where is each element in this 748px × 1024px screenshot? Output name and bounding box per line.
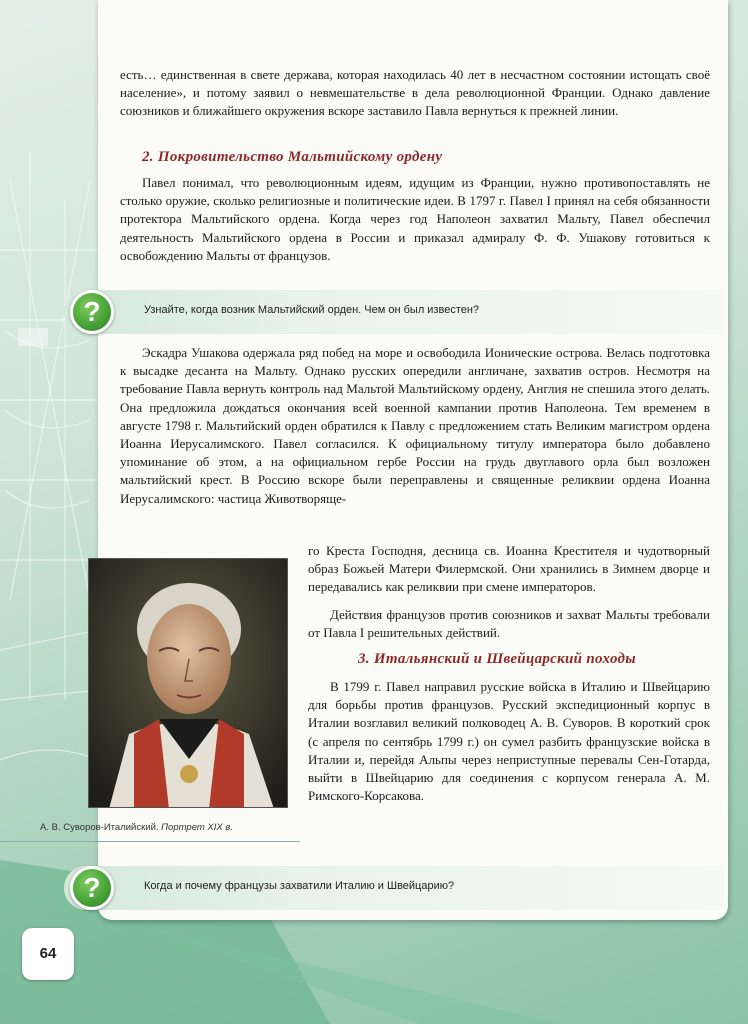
question-band-2	[64, 866, 724, 910]
body-paragraph-maltese: Эскадра Ушакова одержала ряд побед на море и освободила Ионические острова. Велась подготовка к высадке десанта на Мальту. Однако русских опередили англичане, захватив остров. Несмотря на требование Павла вернуть контроль над Мальтой Мальтийскому ордену, Англия не спешила этого делать. Она предложила дождаться окончания всей военной кампании против Наполеона. Тем временем в августе 1798 г. Мальтийский орден обратился к Павлу с предложением стать Великим магистром ордена Иоанна Иерусалимского. Павел согласился. К официальному титулу императора было добавлено упоминание об этом, а на официальном гербе России на грудь двуглавого орла был возложен мальтийский крест. В Россию вскоре были переправлены и священные реликвии ордена Иоанна Иерусалимского: частица Животворяще-	[120, 345, 710, 506]
section-3-paragraph: В 1799 г. Павел направил русские войска в Италию и Швейцарию для борьбы против французов. Русский экспедиционный корпус в Италии возглавил великий полководец А. В. Суворов. В короткий срок (с апреля по сентябрь 1799 г.) он сумел разбить французские войска в Италии и, перейдя Альпы через неприступные перевалы Сен-Готарда, выйти в Швейцарию для соединения с корпусом генерала А. М. Римского-Корсакова.	[308, 679, 710, 804]
section-2-paragraph: Павел понимал, что революционным идеям, идущим из Франции, нужно противопоставлять не столько оружие, сколько религиозные и политические идеи. В 1797 г. Павел I принял на себя обязанности протектора Мальтийского ордена. Когда через год Наполеон захватил Мальту, Павел обеспечил деятельность Мальтийского ордена в России и приказал адмиралу Ф. Ф. Ушакову готовиться к освобождению Мальты от французов.	[120, 175, 710, 263]
question-band-1	[64, 290, 724, 334]
portrait-caption	[40, 822, 300, 833]
caption-name: А. В. Суворов-Италийский.	[40, 822, 159, 833]
question-icon: ?	[70, 290, 114, 334]
suvorov-portrait	[88, 558, 288, 808]
body-paragraph-actions: Действия французов против союзников и захват Мальты требовали от Павла I решительных действий.	[308, 607, 710, 641]
question-1-text: Узнайте, когда возник Мальтийский орден. Чем он был известен?	[144, 304, 480, 316]
portrait-image	[89, 559, 288, 808]
intro-paragraph: есть… единственная в свете держава, которая находилась 40 лет в несчастном состоянии истощать своё население», и потому заявил о невмешательстве в дела революционной Франции. Однако давление союзников и ближайшего окружения вскоре заставило Павла вернуться к прежней линии.	[120, 67, 710, 119]
body-paragraph-relics: го Креста Господня, десница св. Иоанна Крестителя и чудотворный образ Божьей Матери Филермской. Они хранились в Зимнем дворце и передавались как реликвии при смене императоров.	[308, 543, 710, 595]
question-icon: ?	[70, 866, 114, 910]
caption-divider	[0, 841, 300, 842]
section-3-heading: 3. Итальянский и Швейцарский походы	[358, 651, 636, 667]
caption-description: Портрет XIX в.	[161, 822, 233, 833]
section-2-heading: 2. Покровительство Мальтийскому ордену	[142, 149, 443, 165]
page-number: 64	[22, 928, 74, 980]
question-2-text: Когда и почему французы захватили Италию и Швейцарию?	[144, 880, 455, 892]
